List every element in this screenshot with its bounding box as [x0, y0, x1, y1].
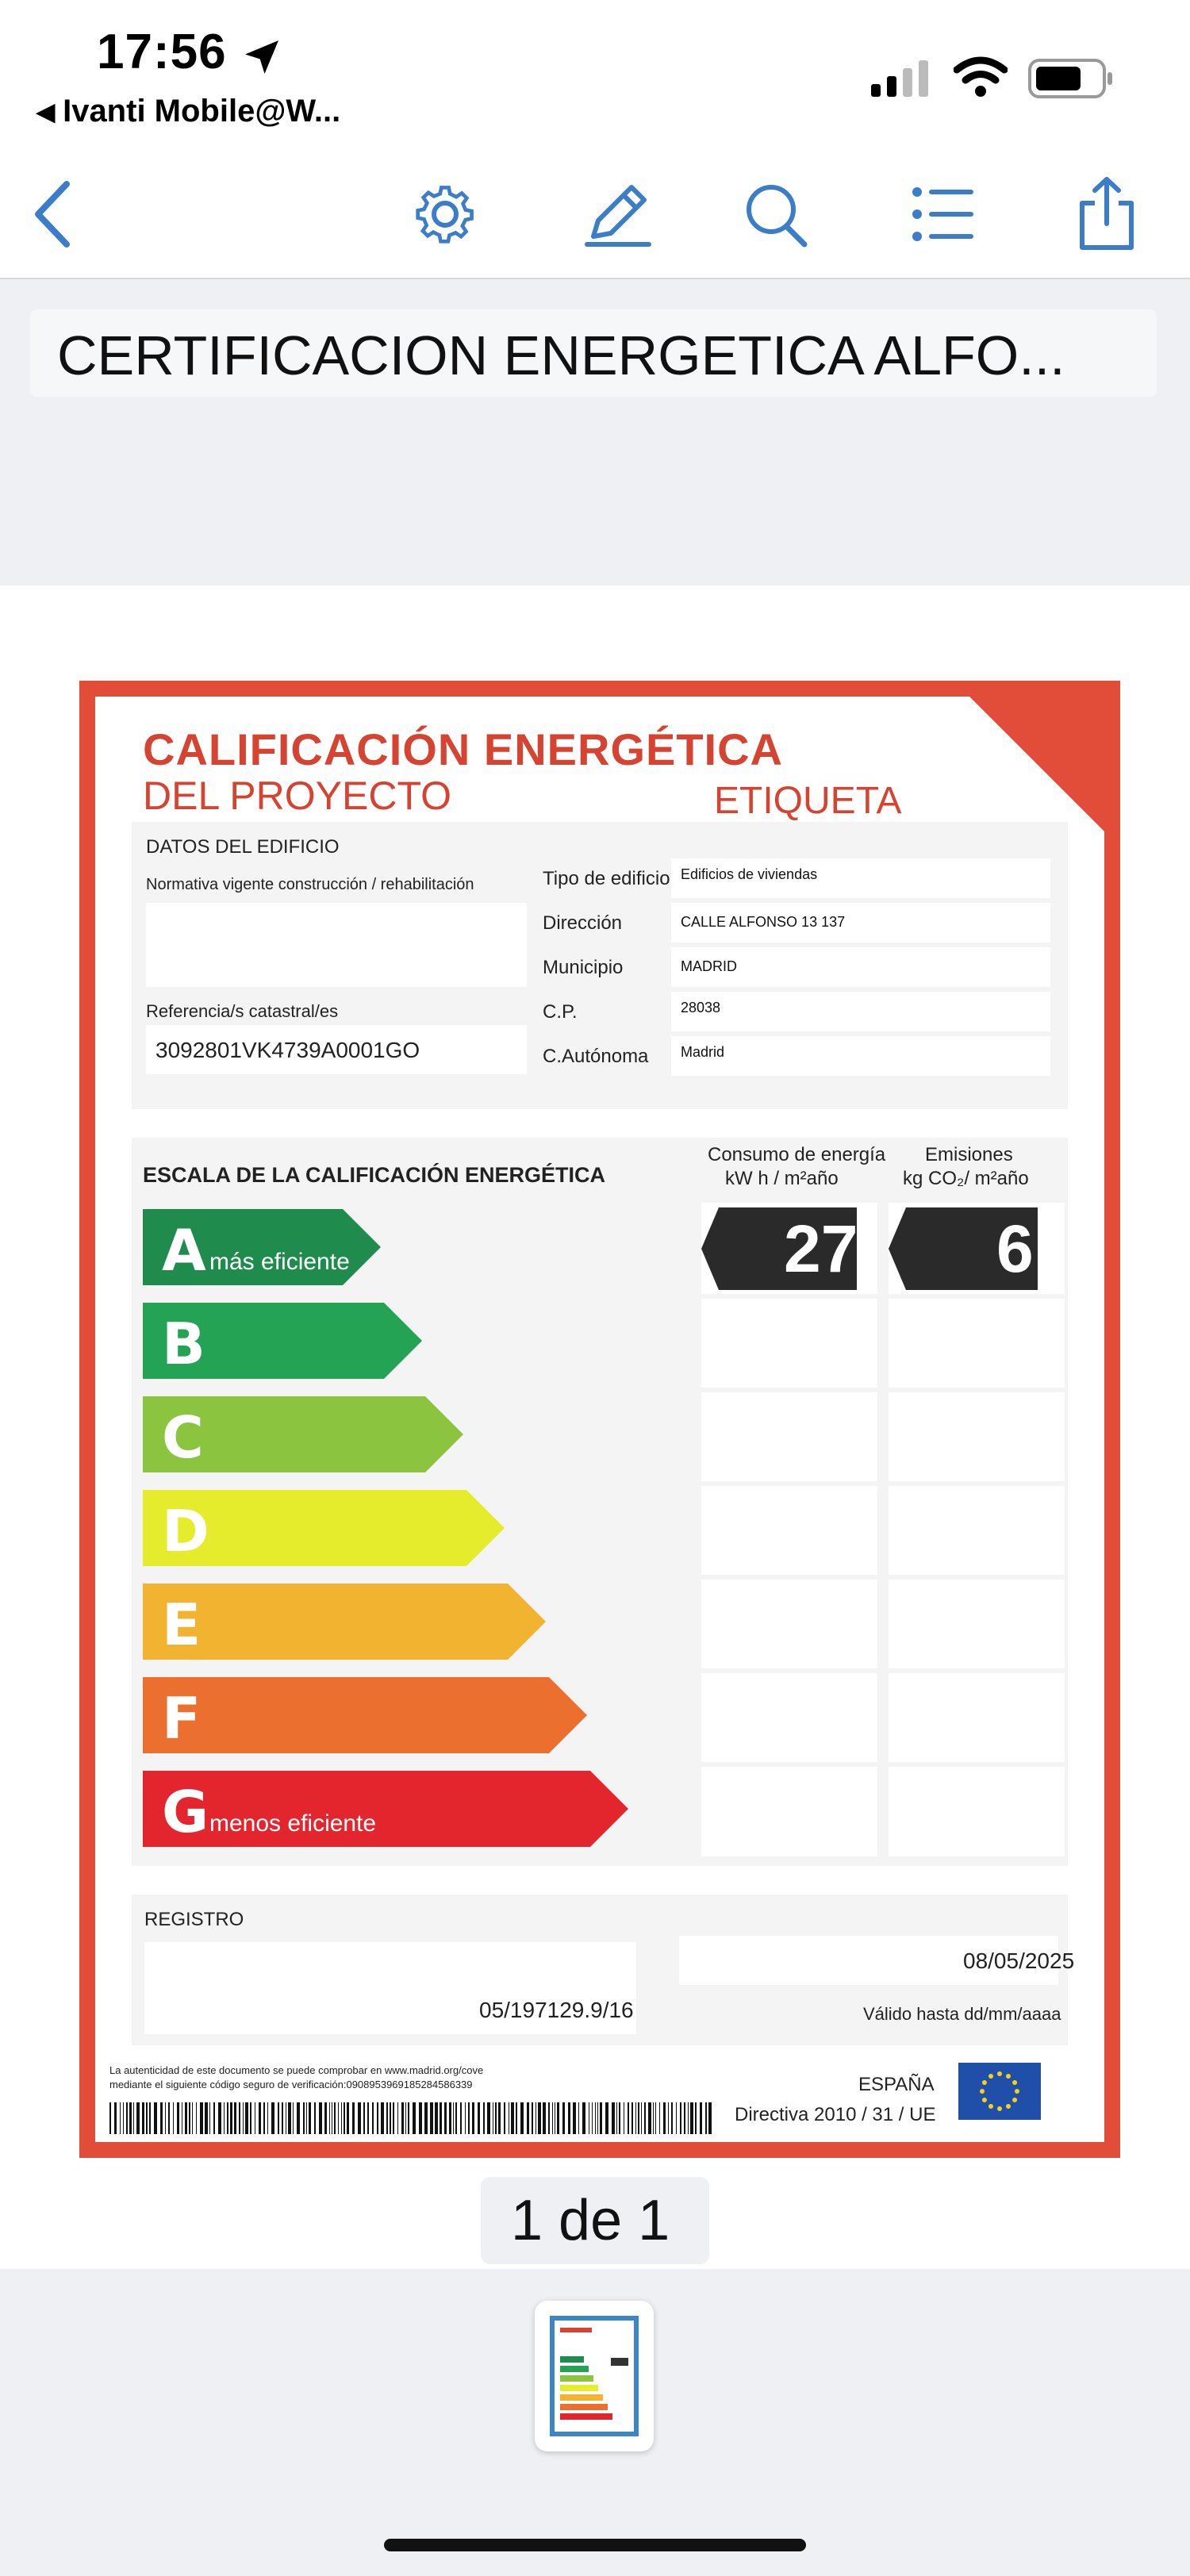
barcode-bar [133, 2102, 134, 2134]
consumo-value: 27 [784, 1211, 858, 1286]
energy-bar-a [143, 1209, 381, 1285]
barcode-bar [397, 2102, 398, 2134]
barcode-bar [568, 2102, 570, 2134]
barcode-bar [154, 2102, 157, 2134]
barcode-bar [659, 2102, 660, 2134]
barcode-bar [668, 2102, 669, 2134]
scale-row-separator [701, 1668, 1065, 1673]
document-title: CERTIFICACION ENERGETICA ALFO... [57, 324, 1065, 386]
cp-value: 28038 [681, 1000, 721, 1015]
barcode-bar [460, 2102, 462, 2134]
scale-row-separator [701, 1294, 1065, 1299]
scale-row-separator [701, 1481, 1065, 1486]
consumo-label: Consumo de energía [708, 1144, 886, 1165]
barcode-bar [465, 2102, 466, 2134]
barcode-bar [120, 2102, 121, 2134]
page-indicator [481, 2177, 709, 2264]
barcode-bar [635, 2102, 636, 2134]
energy-bar-g [143, 1771, 628, 1847]
barcode-bar [680, 2102, 681, 2134]
barcode-bar [548, 2102, 550, 2134]
barcode-bar [173, 2102, 174, 2134]
emisiones-label: Emisiones [925, 1144, 1013, 1165]
consumo-column [701, 1203, 877, 1856]
barcode-bar [504, 2102, 505, 2134]
barcode-bar [453, 2102, 454, 2134]
eu-star [982, 2080, 987, 2085]
barcode-bar [472, 2102, 474, 2134]
registro-number: 05/197129.9/16 [479, 1998, 634, 2022]
page-thumbnail[interactable] [535, 2301, 654, 2451]
barcode-bar [638, 2102, 639, 2134]
cp-value-box [671, 992, 1050, 1031]
emisiones-value: 6 [996, 1211, 1034, 1286]
barcode-bar [209, 2102, 210, 2134]
emisiones-column [889, 1203, 1065, 1856]
barcode-bar [319, 2102, 322, 2134]
barcode-bar [126, 2102, 128, 2134]
barcode-bar [341, 2102, 342, 2134]
emisiones-unit: kg CO₂/ m²año [903, 1168, 1029, 1189]
registro-section [132, 1895, 1075, 2045]
barcode-bar [324, 2102, 327, 2134]
scale-row-separator [701, 1575, 1065, 1580]
barcode-bar [449, 2102, 451, 2134]
barcode-bar [478, 2102, 480, 2134]
building-data-section [132, 822, 1068, 1109]
thumbnail-strip [0, 2269, 1190, 2576]
barcode-bar [612, 2102, 615, 2134]
scale-row-separator [701, 1762, 1065, 1767]
barcode-bar [648, 2102, 651, 2134]
registro-label: REGISTRO [144, 1909, 244, 1930]
barcode-bar [347, 2102, 349, 2134]
auth-line-1: La autenticidad de este documento se puede comprobar en www.madrid.org/cove [109, 2064, 484, 2076]
barcode-bar [582, 2102, 585, 2134]
barcode-bar [338, 2102, 339, 2134]
barcode-bar [234, 2102, 236, 2134]
energy-bar-letter: G [162, 1779, 209, 1845]
cp-label: C.P. [543, 1001, 578, 1023]
barcode-bar [671, 2102, 673, 2134]
barcode-bar [592, 2102, 593, 2134]
barcode-bar [243, 2102, 244, 2134]
autonoma-label: C.Autónoma [543, 1046, 649, 1067]
eu-star [1006, 2104, 1011, 2109]
barcode-bar [708, 2102, 712, 2134]
barcode-bar [631, 2102, 633, 2134]
barcode-bar [520, 2102, 524, 2134]
barcode-bar [390, 2102, 391, 2134]
barcode-bar [329, 2102, 330, 2134]
barcode-bar [419, 2102, 422, 2134]
barcode-bar [146, 2102, 148, 2134]
barcode-bar [309, 2102, 311, 2134]
energy-bar-f [143, 1677, 587, 1753]
barcode-bar [487, 2102, 490, 2134]
barcode-bar [655, 2102, 656, 2134]
eu-star [1015, 2089, 1019, 2094]
barcode-bar [430, 2102, 433, 2134]
barcode-bar [259, 2102, 261, 2134]
etiqueta-label: ETIQUETA [714, 780, 902, 822]
tipo-value: Edificios de viviendas [681, 866, 818, 882]
valid-until-label: Válido hasta dd/mm/aaaa [863, 2004, 1061, 2024]
barcode-bar [218, 2102, 221, 2134]
barcode-bar [245, 2102, 248, 2134]
building-section-title: DATOS DEL EDIFICIO [146, 836, 340, 858]
barcode-bar [129, 2102, 132, 2134]
barcode-bar [705, 2102, 707, 2134]
gear-icon[interactable] [409, 175, 481, 254]
barcode-bar [227, 2102, 228, 2134]
barcode-bar [168, 2102, 170, 2134]
eu-star [982, 2098, 987, 2102]
barcode-bar [455, 2102, 457, 2134]
energy-bar-letter: D [162, 1498, 209, 1564]
energy-bar-letter: F [162, 1685, 202, 1752]
barcode-bar [352, 2102, 355, 2134]
barcode-bar [200, 2102, 203, 2134]
folded-corner [969, 697, 1104, 831]
barcode-bar [653, 2102, 654, 2134]
back-to-app-link[interactable] [36, 94, 340, 129]
share-icon[interactable] [1071, 175, 1142, 254]
barcode-bar [440, 2102, 442, 2134]
barcode-bar [142, 2102, 144, 2134]
barcode-bar [413, 2102, 416, 2134]
energy-scale-section [132, 1138, 1068, 1866]
autonoma-value-box [671, 1036, 1050, 1076]
barcode-bar [408, 2102, 409, 2134]
back-chevron-icon[interactable] [24, 175, 79, 254]
battery-icon [1028, 59, 1115, 98]
barcode-bar [562, 2102, 565, 2134]
energy-bar-letter: A [162, 1217, 206, 1284]
energy-bar-caption: más eficiente [209, 1249, 350, 1275]
municipio-label: Municipio [543, 957, 624, 978]
barcode-bar [306, 2102, 307, 2134]
barcode-bar [595, 2102, 596, 2134]
barcode-bar [177, 2102, 179, 2134]
energy-bar-letter: E [162, 1591, 202, 1658]
consumo-unit: kW h / m²año [725, 1168, 839, 1189]
barcode-bar [619, 2102, 620, 2134]
barcode-bar [532, 2102, 533, 2134]
barcode-bar [239, 2102, 240, 2134]
energy-bar-d [143, 1490, 505, 1566]
document-viewer[interactable] [0, 585, 1190, 2269]
barcode-bar [334, 2102, 336, 2134]
eu-star [997, 2071, 1002, 2076]
barcode-bar [185, 2102, 187, 2134]
energy-bar-e [143, 1584, 546, 1660]
eu-star [988, 2074, 993, 2079]
barcode-bar [213, 2102, 215, 2134]
direccion-label: Dirección [543, 912, 623, 934]
barcode-bar [282, 2102, 283, 2134]
registro-date: 08/05/2025 [963, 1948, 1075, 1973]
barcode-bar [498, 2102, 501, 2134]
location-arrow-icon [240, 35, 284, 79]
barcode-bar [600, 2102, 602, 2134]
barcode-bar [573, 2102, 576, 2134]
barcode-bar [123, 2102, 124, 2134]
barcode-bar [367, 2102, 369, 2134]
referencia-value: 3092801VK4739A0001GO [155, 1038, 420, 1062]
country-label: ESPAÑA [858, 2074, 935, 2095]
barcode-bar [663, 2102, 666, 2134]
barcode-bar [605, 2102, 608, 2134]
barcode-bar [267, 2102, 268, 2134]
barcode-bar [684, 2102, 685, 2134]
barcode-bar [230, 2102, 232, 2134]
barcode-bar [263, 2102, 265, 2134]
barcode-bar [165, 2102, 166, 2134]
energy-bar-letter: C [162, 1404, 204, 1471]
barcode-bar [386, 2102, 388, 2134]
barcode-bar [297, 2102, 300, 2134]
barcode-bar [578, 2102, 579, 2134]
energy-bar-c [143, 1396, 463, 1472]
barcode-bar [293, 2102, 294, 2134]
eu-star [1006, 2074, 1011, 2079]
list-icon[interactable] [908, 175, 979, 254]
tipo-label: Tipo de edificio [543, 868, 670, 889]
barcode-bar [676, 2102, 677, 2134]
barcode-bar [149, 2102, 151, 2134]
barcode-bar [688, 2102, 689, 2134]
autonoma-value: Madrid [681, 1044, 725, 1060]
direccion-value: CALLE ALFONSO 13 137 [681, 914, 846, 930]
barcode-bar [196, 2102, 197, 2134]
eu-star [1012, 2080, 1017, 2085]
barcode-bar [543, 2102, 546, 2134]
barcode-bar [377, 2102, 378, 2134]
barcode-bar [557, 2102, 559, 2134]
energy-certificate-page [79, 681, 1120, 2158]
barcode-bar [303, 2102, 305, 2134]
normativa-value-box [146, 903, 527, 987]
barcode-bar [444, 2102, 447, 2134]
barcode-bar [538, 2102, 541, 2134]
barcode-bar [358, 2102, 361, 2134]
barcode-bar [628, 2102, 629, 2134]
page-indicator-label: 1 de 1 [511, 2189, 670, 2252]
cellular-signal-icon [871, 60, 935, 97]
thumbnail-image [535, 2301, 654, 2451]
document-toolbar [0, 151, 1190, 279]
barcode-bar [278, 2102, 279, 2134]
barcode-bar [363, 2102, 365, 2134]
barcode-bar [435, 2102, 438, 2134]
status-time: 17:56 [97, 25, 227, 79]
municipio-value: MADRID [681, 958, 737, 974]
barcode-bar [372, 2102, 374, 2134]
barcode-bar [616, 2102, 617, 2134]
barcode-bar [224, 2102, 225, 2134]
eu-star [980, 2089, 985, 2094]
barcode-bar [205, 2102, 208, 2134]
barcode-bar [700, 2102, 702, 2134]
barcode-bar [597, 2102, 598, 2134]
barcode-bar [136, 2102, 140, 2134]
barcode-bar [468, 2102, 470, 2134]
normativa-label: Normativa vigente construcción / rehabilitación [146, 876, 474, 893]
directive-label: Directiva 2010 / 31 / UE [735, 2104, 936, 2125]
barcode-bar [393, 2102, 394, 2134]
barcode-bar [271, 2102, 274, 2134]
barcode-bar [114, 2102, 117, 2134]
energy-bar-b [143, 1303, 422, 1379]
scale-title: ESCALA DE LA CALIFICACIÓN ENERGÉTICA [143, 1163, 606, 1187]
barcode-bar [405, 2102, 406, 2134]
barcode-bar [314, 2102, 316, 2134]
barcode-bar [511, 2102, 514, 2134]
barcode-bar [160, 2102, 163, 2134]
barcode-bar [109, 2102, 111, 2134]
wifi-icon [954, 56, 1008, 98]
barcode-bar [483, 2102, 485, 2134]
barcode-bar [344, 2102, 345, 2134]
barcode-bar [641, 2102, 642, 2134]
search-icon[interactable] [741, 175, 812, 254]
eu-star [1012, 2098, 1017, 2102]
barcode-bar [424, 2102, 428, 2134]
certificate-subheading: DEL PROYECTO [143, 774, 451, 818]
scale-row-separator [701, 1388, 1065, 1392]
document-title-box [30, 309, 1157, 397]
barcode-bar [695, 2102, 697, 2134]
barcode-bar [644, 2102, 646, 2134]
auth-line-2: mediante el siguiente código seguro de verificación:0908953969185284586339 [109, 2079, 473, 2090]
back-app-label: Ivanti Mobile@W... [63, 94, 341, 129]
status-bar [0, 0, 1190, 151]
eu-flag-icon [958, 2063, 1041, 2120]
eu-star [997, 2106, 1002, 2111]
referencia-label: Referencia/s catastral/es [146, 1001, 339, 1021]
barcode-bar [495, 2102, 497, 2134]
barcode-bar [189, 2102, 190, 2134]
pencil-icon[interactable] [576, 175, 655, 254]
home-indicator [384, 2539, 806, 2551]
certificate-heading: CALIFICACIÓN ENERGÉTICA [143, 724, 783, 774]
barcode-bar [288, 2102, 291, 2134]
energy-bar-caption: menos eficiente [209, 1810, 377, 1837]
barcode-bar [552, 2102, 553, 2134]
barcode-bar [690, 2102, 693, 2134]
barcode-bar [381, 2102, 384, 2134]
barcode [109, 2102, 712, 2134]
barcode-bar [192, 2102, 193, 2134]
barcode-bar [527, 2102, 529, 2134]
barcode-bar [250, 2102, 251, 2134]
barcode-bar [516, 2102, 517, 2134]
certificate-content [95, 697, 1104, 2142]
back-triangle-icon: ◀ [36, 99, 56, 125]
eu-star [988, 2104, 993, 2109]
barcode-bar [401, 2102, 404, 2134]
energy-bar-letter: B [162, 1311, 205, 1377]
document-title-area [0, 279, 1190, 585]
